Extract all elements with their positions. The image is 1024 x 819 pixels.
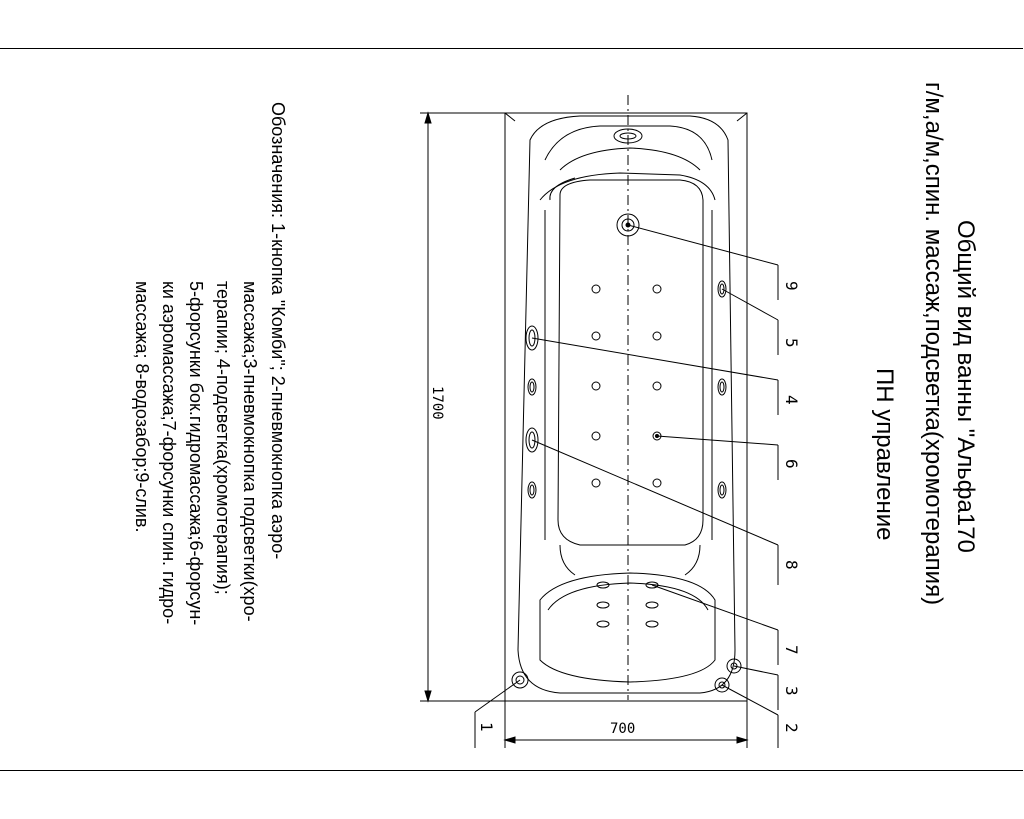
- length-dimension-label: 1700: [429, 386, 445, 420]
- legend-line: терапии; 4-подсветка(хромотерапия);: [213, 281, 233, 595]
- width-dimension-label: 700: [610, 721, 636, 737]
- callout-8: 8: [782, 560, 801, 570]
- legend-line: Обозначения: 1-кнопка "Комби"; 2-пневмокнопка аэро-: [268, 102, 288, 560]
- legend-line: массажа; 8-водозабор;9-слив.: [132, 281, 152, 533]
- callout-3: 3: [782, 686, 801, 696]
- side-hydro-jets-right: [718, 281, 726, 498]
- legend-line: 5-форсунки бок.гидромассажа;6-форсун-: [186, 281, 206, 626]
- callout-7: 7: [782, 645, 801, 655]
- callout-9: 9: [782, 281, 801, 291]
- callout-1: 1: [477, 722, 496, 732]
- legend-line: массажа;3-пневмокнопка подсветки(хро-: [240, 281, 260, 622]
- title-line-2: г/м,а/м,спин. массаж,подсветка(хромотерапия): [920, 82, 947, 606]
- title-line-1: Общий вид ванны "Альфа170: [952, 220, 979, 553]
- callout-5: 5: [782, 338, 801, 348]
- tub-outer-rim: [505, 113, 747, 701]
- aero-jets: [592, 285, 661, 487]
- legend-line: ки аэромассажа;7-форсунки спин. гидро-: [159, 281, 179, 625]
- callout-6: 6: [782, 459, 801, 469]
- buttons: [512, 659, 741, 692]
- callout-4: 4: [782, 395, 801, 405]
- tub-body-contour: [558, 180, 703, 545]
- title-line-3: ПН управление: [871, 368, 898, 541]
- callout-2: 2: [782, 723, 801, 733]
